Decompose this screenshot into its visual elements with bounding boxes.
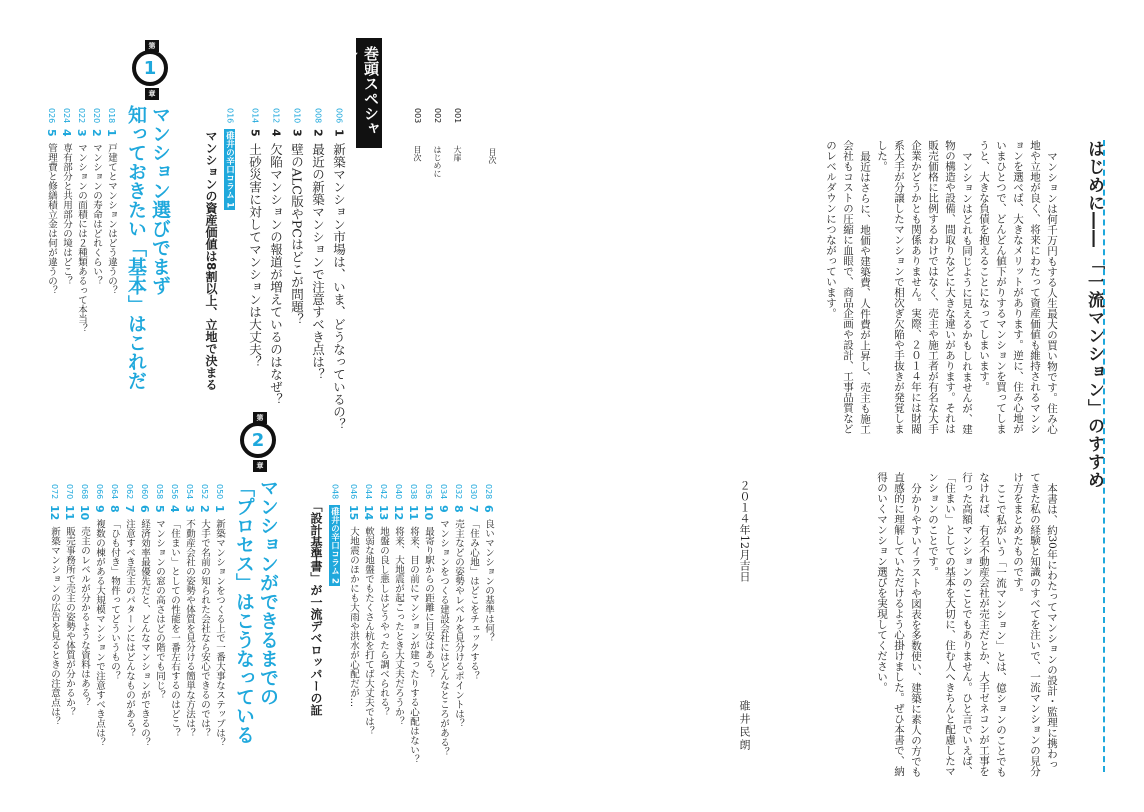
intro-column-2 [790, 472, 1060, 777]
page-number: 001 [453, 108, 462, 124]
toc-item[interactable]: 0307「住み心地」はどこをチェックする？ [467, 484, 480, 681]
chapter-badge: 2 [240, 422, 276, 458]
toc-front-item[interactable] [452, 108, 463, 161]
toc-item[interactable]: 0564「住まい」としての性能を一番左右するのはどこ？ [168, 484, 181, 738]
toc-item-title: 欠陥マンションの報道が増えているのはなぜ？ [268, 142, 284, 406]
toc-item-title: 土砂災害に対してマンションは大丈夫？ [247, 142, 263, 368]
toc-item-title: 新築マンション市場は、いま、どうなっているの？ [331, 142, 347, 431]
toc-item[interactable]: 07212新築マンションの広告を見るときの注意点は？ [48, 484, 61, 727]
chapter-label-top: 第 [253, 412, 267, 424]
toc-item[interactable]: 04213地盤の良し悪しはどうやったら調べられる？ [377, 484, 390, 717]
page-number: 003 [413, 108, 422, 124]
toc-front-item[interactable] [412, 108, 423, 161]
toc-item[interactable]: 0265管理費と修繕積立金は何が違うの？ [45, 108, 58, 295]
chapter-title: マンション選びでまず [149, 105, 171, 295]
intro-paragraph: マンションは何千万円もする人生最大の買い物です。住み心地や立地が良く、将来にわたって資産価値も維持されるマンションを選べば、大きなメリットがあります。逆に、住み心地がいまひとつで、どんどん値下がりするマンションを買ってしまうと、大きな負債を抱えることになってしまいます。 [978, 140, 1058, 434]
toc-item[interactable]: 03610最寄り駅からの距離に目安はある？ [422, 484, 435, 679]
toc-item[interactable]: 0669複数の棟がある大規模マンションで注意すべき点は？ [93, 484, 106, 747]
intro-paragraph: 最近はさらに、地価や建築費、人件費が上昇し、売主も施工会社もコストの圧縮に血眼で、商品企画や設計、工事品質などのレベルダウンにつながっています。 [825, 140, 871, 434]
toc-item[interactable]: 0543不動産会社の姿勢や体質を見分ける簡単な方法は？ [183, 484, 196, 738]
page-number: 016 [225, 108, 235, 124]
toc-item[interactable]: 06810売主のレベルが分かるような資料はある？ [78, 484, 91, 708]
toc-item[interactable]: 0286良いマンションの基準は何？ [482, 484, 495, 643]
toc-item[interactable]: 0328売主などの姿勢やレベルを見分けるポイントは？ [452, 484, 465, 728]
toc-item[interactable]: 0627注意すべき売主のパターンにはどんなものがある？ [123, 484, 136, 738]
column-title: 「設計基準書」が一流デベロッパーの証 [309, 500, 323, 716]
toc-item-title: はじめに [433, 145, 442, 178]
toc-item-title: 目次 [413, 145, 422, 162]
toc-item[interactable]: 0145土砂災害に対してマンションは大丈夫？ [247, 108, 263, 368]
toc-label: 目次 [488, 148, 497, 164]
column-tag: 碓井の辛口コラム 2 [329, 507, 340, 585]
page-title: はじめに―― 「一流マンション」のすすめ [1084, 140, 1104, 489]
toc-item-title: 最近の新築マンションで注意すべき点は？ [310, 142, 326, 381]
toc-item[interactable]: 03811将来、目の前にマンションが建ったりする心配はない？ [407, 484, 420, 765]
toc-front-item[interactable] [432, 108, 443, 177]
toc-item[interactable]: 0244専有部分と共用部分の境はどこ？ [60, 108, 73, 286]
column-title: マンションの資産価値は8割以上、立地で決まる [204, 130, 218, 391]
chapter-title: 「プロセス」はこうなっている [233, 478, 255, 744]
chapter-badge: 1 [132, 50, 168, 86]
toc-item[interactable]: 0585マンションの窓の高さはどの階でも同じ？ [153, 484, 166, 700]
author-name: 碓井民朗 [738, 700, 751, 752]
page-number: 048 [330, 484, 340, 500]
chapter-label-top: 第 [145, 40, 159, 52]
column-entry[interactable] [223, 108, 236, 214]
chapter-title: マンションができるまでの [257, 478, 279, 706]
toc-item[interactable]: 0522大手で名前の知られた会社なら安心できるのでは？ [198, 484, 211, 738]
column-entry[interactable] [328, 484, 341, 590]
special-section-banner: 巻頭スペシャル [356, 38, 382, 148]
toc-item[interactable]: 0501新築マンションをつくる上で一番大事なステップは？ [213, 484, 226, 747]
toc-item[interactable]: 04012将来、大地震が起こったとき大丈夫だろうか？ [392, 484, 405, 727]
toc-item-title: 大扉 [453, 145, 462, 162]
toc-item[interactable]: 0223マンションの面積には２種類あるって本当？ [75, 108, 88, 333]
toc-item[interactable]: 0202マンションの寿命はどれくらい？ [90, 108, 103, 286]
toc-item[interactable]: 0124欠陥マンションの報道が増えているのはなぜ？ [268, 108, 284, 406]
toc-item[interactable]: 04414軟弱な地盤でもたくさん杭を打てば大丈夫では？ [362, 484, 375, 736]
chapter-label-bottom: 章 [253, 460, 267, 472]
toc-item[interactable]: 0349マンションをつくる建設会社にはどんなところがある？ [437, 484, 450, 757]
divider-line [1103, 140, 1105, 772]
chapter-title: 知っておきたい「基本」はこれだ [125, 105, 147, 390]
toc-item[interactable]: 0082最近の新築マンションで注意すべき点は？ [310, 108, 326, 381]
toc-item[interactable]: 04615大地震のほかにも大雨や洪水が心配だが… [347, 484, 360, 708]
intro-paragraph: 分かりやすいイラストや図表を多数使い、建築に素人の方でも直感的に理解していただけるよう心掛けました。ぜひ本書で、納得のいくマンション選びを実現してください。 [876, 472, 922, 777]
intro-column-1 [740, 140, 1060, 440]
date: ２０１４年12月吉日 [738, 480, 751, 582]
toc-item[interactable]: 0061新築マンション市場は、いま、どうなっているの？ [331, 108, 347, 431]
intro-paragraph: ここで私がいう「一流マンション」とは、億ションのことでもなければ、有名不動産会社が売主だとか、大手ゼネコンが工事を行った高額マンションのことでもありません。ひと言でいえば、「住まい」としての基本を大切に、住む人へきちんと配慮したマンションのことです。 [927, 472, 1007, 777]
toc-item-title: 壁のALC版やPCはどこが問題？ [289, 142, 305, 326]
column-tag: 碓井の辛口コラム 1 [224, 131, 235, 209]
intro-paragraph: 本書は、約30年にわたってマンションの設計・監理に携わってきた私の経験と知識のすべてを注いで、一流マンションの見分け方をまとめたものです。 [1012, 472, 1058, 777]
toc-item[interactable]: 0181戸建てとマンションはどう違うの？ [105, 108, 118, 295]
toc-item[interactable]: 0648「ひも付き」物件ってどういうもの？ [108, 484, 121, 681]
intro-paragraph: マンションはどれも同じように見えるかもしれませんが、建物の構造や設備、間取りなどに大きな違いがあります。それは販売価格に比例するわけではなく、売主や施工者が有名な大手企業かどうかとも関係ありません。実際、２０１４年には財閥系大手が分譲したマンションで相次ぎ欠陥や手抜きが発覚しました。 [876, 140, 973, 434]
toc-item[interactable]: 0103壁のALC版やPCはどこが問題？ [289, 108, 305, 326]
chapter-label-bottom: 章 [145, 88, 159, 100]
toc-item[interactable]: 07011販売事務所で売主の姿勢や体質が分かるか？ [63, 484, 76, 717]
toc-item[interactable]: 0606経済効率最優先だと、どんなマンションができるの？ [138, 484, 151, 747]
page-number: 002 [433, 108, 442, 124]
